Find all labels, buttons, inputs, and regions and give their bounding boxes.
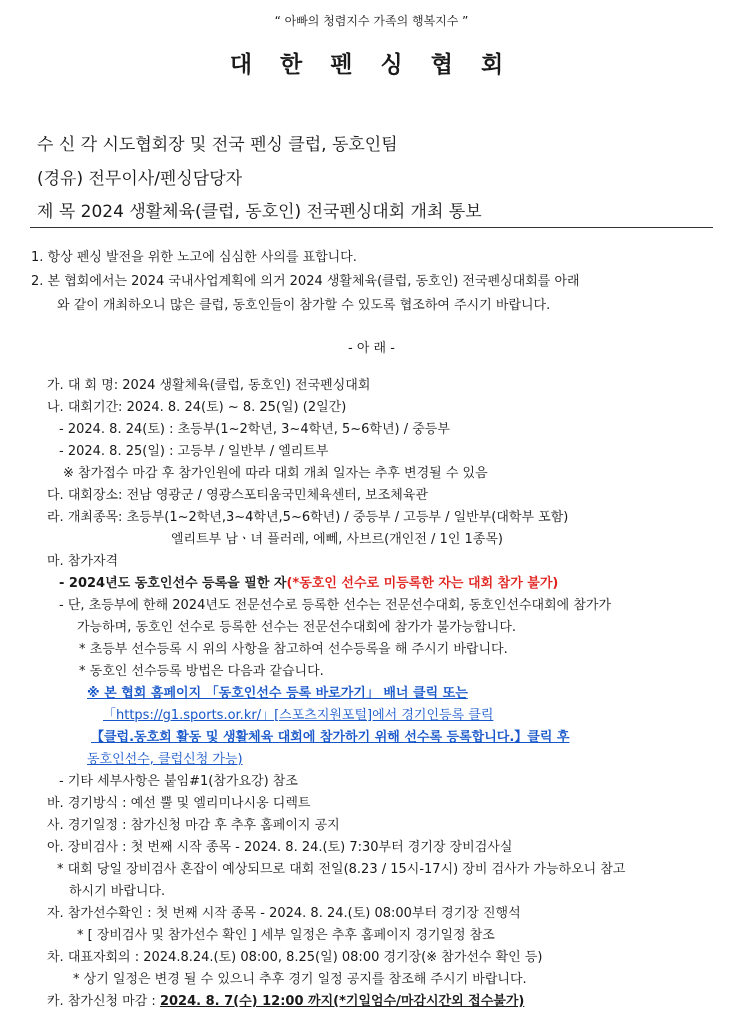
below-heading: - 아 래 -	[348, 341, 395, 356]
item-na-sub-2: - 2024. 8. 25(일) : 고등부 / 일반부 / 엘리트부	[59, 444, 329, 459]
eligibility-text: - 2024년도 동호인선수 등록을 필한 자	[59, 576, 287, 591]
item-ra-2: 엘리트부 남ㆍ녀 플러레, 에뻬, 사브르(개인전 / 1인 1종목)	[171, 532, 503, 547]
item-ka	[47, 993, 524, 1011]
item-ma: 마. 참가자격	[47, 554, 119, 569]
recipient-line: 수 신 각 시도협회장 및 전국 펜싱 클럽, 동호인팀	[37, 135, 398, 155]
deadline-label: 카. 참가신청 마감 :	[47, 994, 160, 1009]
item-ma-star-1: * 초등부 선수등록 시 위의 사항을 참고하여 선수등록을 해 주시기 바랍니다.	[79, 642, 508, 657]
item-da: 다. 대회장소: 전남 영광군 / 영광스포티움국민체육센터, 보조체육관	[47, 488, 428, 503]
paragraph-1: 1. 항상 펜싱 발전을 위한 노고에 심심한 사의를 표합니다.	[31, 250, 357, 265]
item-ma-sub-2-line-2: 가능하며, 동호인 선수로 등록한 선수는 전문선수대회에 참가가 불가능합니다.	[77, 620, 517, 635]
club-registration-link[interactable]: 【클럽.동호회 활동 및 생활체육 대회에 참가하기 위해 선수록 등록합니다.】클릭 후	[91, 730, 570, 745]
item-a-note-2: 하시기 바랍니다.	[69, 884, 166, 899]
paragraph-2-line-1: 2. 본 협회에서는 2024 국내사업계획에 의거 2024 생활체육(클럽, 동호인) 전국펜싱대회를 아래	[31, 274, 580, 289]
registration-banner-link[interactable]: ※ 본 협회 홈페이지 「동호인선수 등록 바로가기」 배너 클릭 또는	[87, 686, 468, 701]
item-ja: 자. 참가선수확인 : 첫 번째 시작 종목 - 2024. 8. 24.(토) 08:00부터 경기장 진행석	[47, 906, 521, 921]
eligibility-warning: (*동호인 선수로 미등록한 자는 대회 참가 불가)	[286, 576, 559, 591]
sports-portal-link[interactable]: 「https://g1.sports.or.kr/」[스포츠지원포털]에서 경기인등록 클릭	[103, 708, 494, 723]
item-ma-star-2: * 동호인 선수등록 방법은 다음과 같습니다.	[79, 664, 324, 679]
item-ga: 가. 대 회 명: 2024 생활체육(클럽, 동호인) 전국펜싱대회	[47, 378, 371, 393]
item-ja-note: * [ 장비검사 및 참가선수 확인 ] 세부 일정은 추후 홈페이지 경기일정 참조	[77, 928, 495, 943]
item-a-note-1: * 대회 당일 장비검사 혼잡이 예상되므로 대회 전일(8.23 / 15시-17시) 장비 검사가 가능하오니 참고	[57, 862, 626, 877]
subject-divider	[30, 227, 713, 228]
item-ra-1: 라. 개최종목: 초등부(1~2학년,3~4학년,5~6학년) / 중등부 / 고등부 / 일반부(대학부 포함)	[47, 510, 569, 525]
item-cha-note: * 상기 일정은 변경 될 수 있으니 추후 경기 일정 공지를 참조해 주시기 바랍니다.	[73, 972, 527, 987]
deadline-value: 2024. 8. 7(수) 12:00 까지(*기일엄수/마감시간외 접수불가)	[159, 994, 525, 1009]
item-a: 아. 장비검사 : 첫 번째 시작 종목 - 2024. 8. 24.(토) 7:30부터 경기장 장비검사실	[47, 840, 513, 855]
motto: “ 아빠의 청렴지수 가족의 행복지수 ”	[274, 14, 469, 28]
item-ma-sub-1	[59, 575, 558, 593]
item-ma-sub-3: - 기타 세부사항은 붙임#1(참가요강) 참조	[59, 774, 298, 789]
org-title: 대 한 펜 싱 협 회	[229, 52, 514, 78]
club-application-link[interactable]: 동호인선수, 클럽신청 가능)	[87, 752, 243, 767]
subject-line: 제 목 2024 생활체육(클럽, 동호인) 전국펜싱대회 개최 통보	[37, 202, 482, 222]
item-cha: 차. 대표자회의 : 2024.8.24.(토) 08:00, 8.25(일) 08:00 경기장(※ 참가선수 확인 등)	[47, 950, 543, 965]
item-sa: 사. 경기일정 : 참가신청 마감 후 추후 홈페이지 공지	[47, 818, 340, 833]
item-ba: 바. 경기방식 : 예선 뿔 및 엘리미나시옹 디렉트	[47, 796, 311, 811]
paragraph-2-line-2: 와 같이 개최하오니 많은 클럽, 동호인들이 참가할 수 있도록 협조하여 주시기 바랍니다.	[57, 298, 551, 313]
item-ma-sub-2-line-1: - 단, 초등부에 한해 2024년도 전문선수로 등록한 선수는 전문선수대회, 동호인선수대회에 참가가	[59, 598, 612, 613]
via-line: (경유) 전무이사/펜싱담당자	[37, 169, 243, 189]
item-na: 나. 대회기간: 2024. 8. 24(토) ~ 8. 25(일) (2일간)	[47, 400, 347, 415]
item-na-note: ※ 참가접수 마감 후 참가인원에 따라 대회 개최 일자는 추후 변경될 수 있음	[63, 466, 488, 481]
item-na-sub-1: - 2024. 8. 24(토) : 초등부(1~2학년, 3~4학년, 5~6학년) / 중등부	[59, 422, 450, 437]
